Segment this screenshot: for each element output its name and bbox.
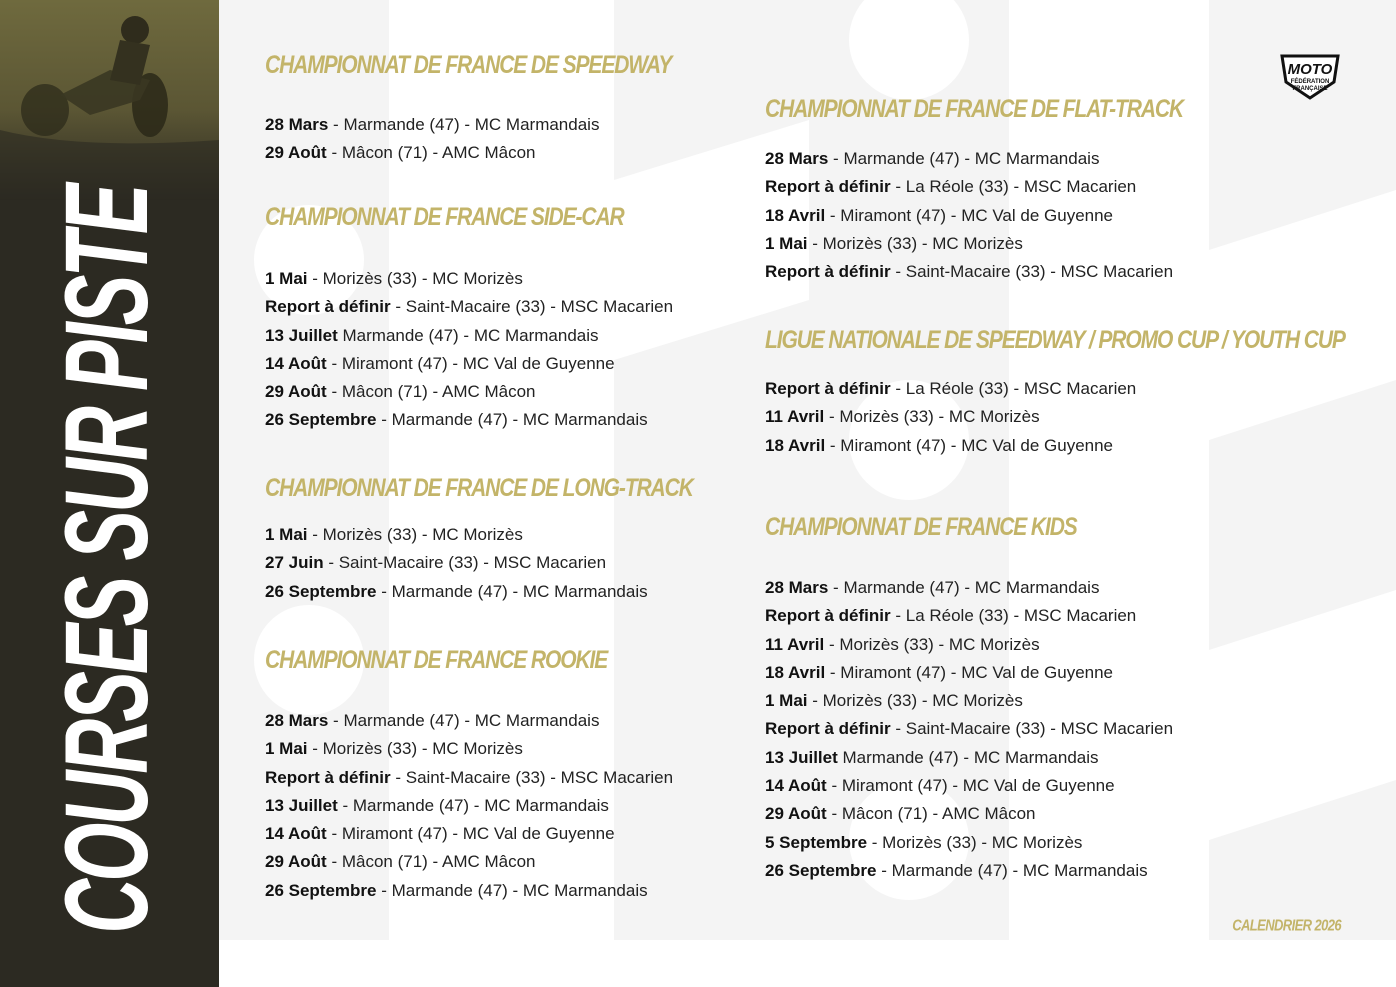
list-item: Report à définir - Saint-Macaire (33) - MSC Macarien (265, 767, 674, 787)
section-title: CHAMPIONNAT DE FRANCE DE FLAT-TRACK (765, 96, 1184, 124)
section-title: LIGUE NATIONALE DE SPEEDWAY / PROMO CUP / YOUTH CUP (765, 327, 1345, 355)
list-item: 29 Août - Mâcon (71) - AMC Mâcon (765, 804, 1036, 824)
list-item: 26 Septembre - Marmande (47) - MC Marmandais (765, 860, 1148, 880)
sidebar (0, 0, 219, 987)
section-title: CHAMPIONNAT DE FRANCE SIDE-CAR (265, 204, 624, 232)
list-item: 11 Avril - Morizès (33) - MC Morizès (765, 407, 1040, 427)
list-item: 27 Juin - Saint-Macaire (33) - MSC Macarien (265, 553, 607, 573)
list-item: Report à définir - Saint-Macaire (33) - MSC Macarien (765, 719, 1174, 739)
list-item: 13 Juillet Marmande (47) - MC Marmandais (765, 747, 1099, 767)
entries-list (265, 111, 599, 168)
section-title: CHAMPIONNAT DE FRANCE DE SPEEDWAY (265, 52, 672, 80)
section-title: CHAMPIONNAT DE FRANCE DE LONG-TRACK (265, 475, 693, 503)
list-item: 18 Avril - Miramont (47) - MC Val de Guyenne (765, 205, 1114, 225)
entries-list (765, 145, 1173, 286)
speedway-rider-icon (0, 0, 219, 200)
list-item: 29 Août - Mâcon (71) - AMC Mâcon (265, 143, 536, 163)
list-item: 29 Août - Mâcon (71) - AMC Mâcon (265, 382, 536, 402)
list-item: 14 Août - Miramont (47) - MC Val de Guyenne (265, 353, 615, 373)
list-item: 14 Août - Miramont (47) - MC Val de Guyenne (265, 824, 615, 844)
list-item: 5 Septembre - Morizès (33) - MC Morizès (765, 832, 1083, 852)
list-item: Report à définir - Saint-Macaire (33) - MSC Macarien (265, 297, 674, 317)
list-item: 1 Mai - Morizès (33) - MC Morizès (765, 233, 1023, 253)
list-item: Report à définir - La Réole (33) - MSC Macarien (765, 177, 1137, 197)
list-item: 1 Mai - Morizès (33) - MC Morizès (265, 525, 523, 544)
list-item: 13 Juillet - Marmande (47) - MC Marmandais (265, 795, 609, 815)
list-item: 18 Avril - Miramont (47) - MC Val de Guyenne (765, 435, 1114, 455)
svg-text:FÉDÉRATION: FÉDÉRATION (1290, 79, 1330, 85)
list-item: 18 Avril - Miramont (47) - MC Val de Guyenne (765, 662, 1114, 682)
list-item: 28 Mars - Marmande (47) - MC Marmandais (265, 711, 600, 730)
svg-text:MOTO: MOTO (1287, 61, 1333, 78)
list-item: 28 Mars - Marmande (47) - MC Marmandais (765, 578, 1100, 597)
list-item: Report à définir - La Réole (33) - MSC Macarien (765, 379, 1137, 398)
footer-label: CALENDRIER 2026 (1232, 916, 1341, 934)
list-item: 26 Septembre - Marmande (47) - MC Marmandais (265, 410, 648, 430)
section-title: CHAMPIONNAT DE FRANCE KIDS (765, 514, 1077, 542)
sidebar-title: COURSES SUR PISTE (41, 186, 174, 934)
speedway-rider-photo (0, 0, 219, 200)
entries-list (765, 375, 1136, 460)
list-item: 1 Mai - Morizès (33) - MC Morizès (765, 691, 1023, 711)
entries-list (765, 574, 1173, 885)
entries-list (265, 707, 673, 905)
list-item: 26 Septembre - Marmande (47) - MC Marmandais (265, 880, 648, 900)
list-item: 1 Mai - Morizès (33) - MC Morizès (265, 739, 523, 759)
section-title: CHAMPIONNAT DE FRANCE ROOKIE (265, 647, 608, 675)
main-content (219, 0, 1396, 987)
list-item: 14 Août - Miramont (47) - MC Val de Guyenne (765, 776, 1115, 796)
list-item: 13 Juillet Marmande (47) - MC Marmandais (265, 325, 599, 345)
list-item: 28 Mars - Marmande (47) - MC Marmandais (265, 115, 600, 134)
entries-list (265, 521, 648, 606)
list-item: Report à définir - La Réole (33) - MSC Macarien (765, 606, 1137, 626)
ffm-moto-logo-icon (1278, 52, 1342, 100)
list-item: 11 Avril - Morizès (33) - MC Morizès (765, 634, 1040, 654)
list-item: 1 Mai - Morizès (33) - MC Morizès (265, 269, 523, 288)
list-item: 29 Août - Mâcon (71) - AMC Mâcon (265, 852, 536, 872)
list-item: 26 Septembre - Marmande (47) - MC Marmandais (265, 581, 648, 601)
svg-text:FRANÇAISE: FRANÇAISE (1292, 86, 1328, 92)
list-item: Report à définir - Saint-Macaire (33) - MSC Macarien (765, 262, 1174, 282)
list-item: 28 Mars - Marmande (47) - MC Marmandais (765, 149, 1100, 168)
entries-list (265, 265, 673, 435)
